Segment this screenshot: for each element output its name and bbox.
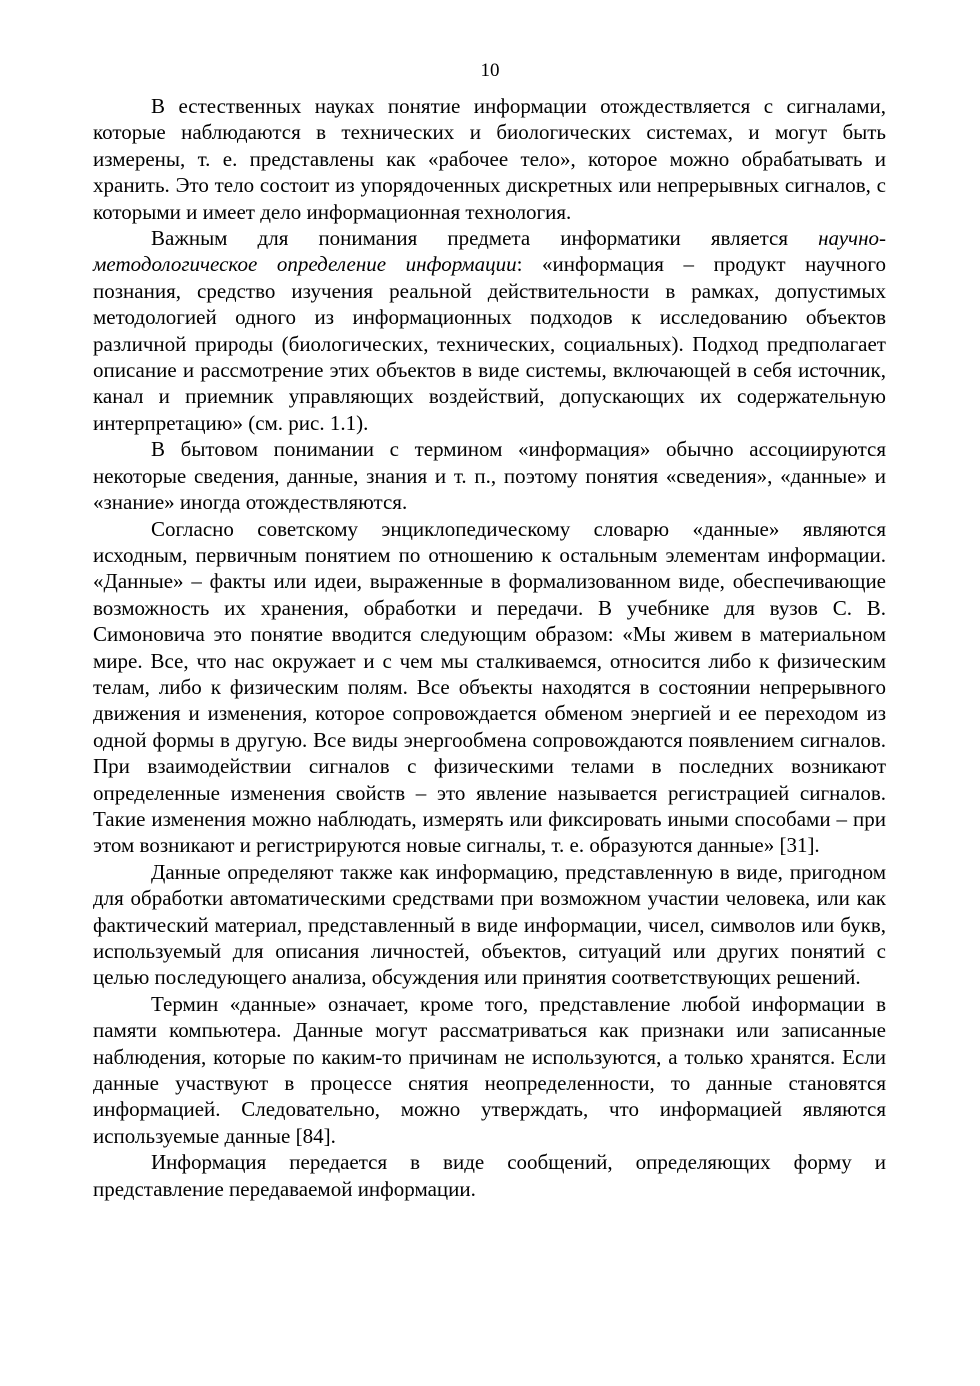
paragraph-scientific-definition (93, 225, 886, 436)
paragraph-tail-text: : «информация – продукт научного познания, средство изучения реальной действительности в рамках, допустимых методологией одного из информационных подходов к исследованию объектов различной природы (биологических, технических, социальных). Подход предполагает описание и рассмотрение этих объектов в виде системы, включающей в себя источник, канал и приемник управляющих воздействий, допускающих их содержательную интерпретацию» (см. рис. 1.1). (93, 252, 886, 435)
paragraph-data-definition: Данные определяют также как информацию, представленную в виде, пригодном для обработки автоматическими средствами при возможном участии человека, или как фактический материал, представленный в виде информации, чисел, символов или букв, используемый для описания личностей, объектов, ситуаций или других понятий с целью последующего анализа, обсуждения или принятия соответствующих решений. (93, 859, 886, 990)
page-number: 10 (480, 60, 500, 81)
paragraph-messages: Информация передается в виде сообщений, определяющих форму и представление передаваемой информации. (93, 1150, 886, 1201)
paragraph-lead-text: Важным для понимания предмета информатики является (151, 226, 819, 251)
paragraph-encyclopedia-definition: Согласно советскому энциклопедическому словарю «данные» являются исходным, первичным понятием по отношению к остальным элементам информации. «Данные» – факты или идеи, выраженные в формализованном виде, обеспечивающие возможность их хранения, обработки и передачи. В учебнике для вузов С. В. Симоновича это понятие вводится следующим образом: «Мы живем в материальном мире. Все, что нас окружает и с чем мы сталкиваемся, относится либо к физическим телам, либо к физическим полям. Все объекты находятся в состоянии непрерывного движения и изменения, которое сопровождается обменом энергией и ее переходом из одной формы в другую. Все виды энергообмена сопровождаются появлением сигналов. При взаимодействии сигналов с физическими телами в последних возникают определенные изменения свойств – это явление называется регистрацией сигналов. Такие изменения можно наблюдать, измерять или фиксировать иными способами – при этом возникают и регистрируются новые сигналы, т. е. образуются данные» [31]. (93, 516, 886, 858)
paragraph-everyday-meaning: В бытовом понимании с термином «информация» обычно ассоциируются некоторые сведения, данные, знания и т. п., поэтому понятия «сведения», «данные» и «знание» иногда отождествляются. (93, 437, 886, 515)
paragraph-natural-sciences: В естественных науках понятие информации отождествляется с сигналами, которые наблюдаются в технических и биологических системах, и могут быть измерены, т. е. представлены как «рабочее тело», которое можно обрабатывать и хранить. Это тело состоит из упорядоченных дискретных или непрерывных сигналов, с которыми и имеет дело информационная технология. (93, 94, 886, 224)
paragraph-data-term: Термин «данные» означает, кроме того, представление любой информации в памяти компьютера. Данные могут рассматриваться как признаки или записанные наблюдения, которые по каким-то причинам не используются, а только хранятся. Если данные участвуют в процессе снятия неопределенности, то данные становятся информацией. Следовательно, можно утверждать, что информацией являются используемые данные [84]. (93, 991, 886, 1148)
italic-term: научно-методологическое определение информации (93, 226, 886, 277)
body-text (93, 93, 886, 1202)
